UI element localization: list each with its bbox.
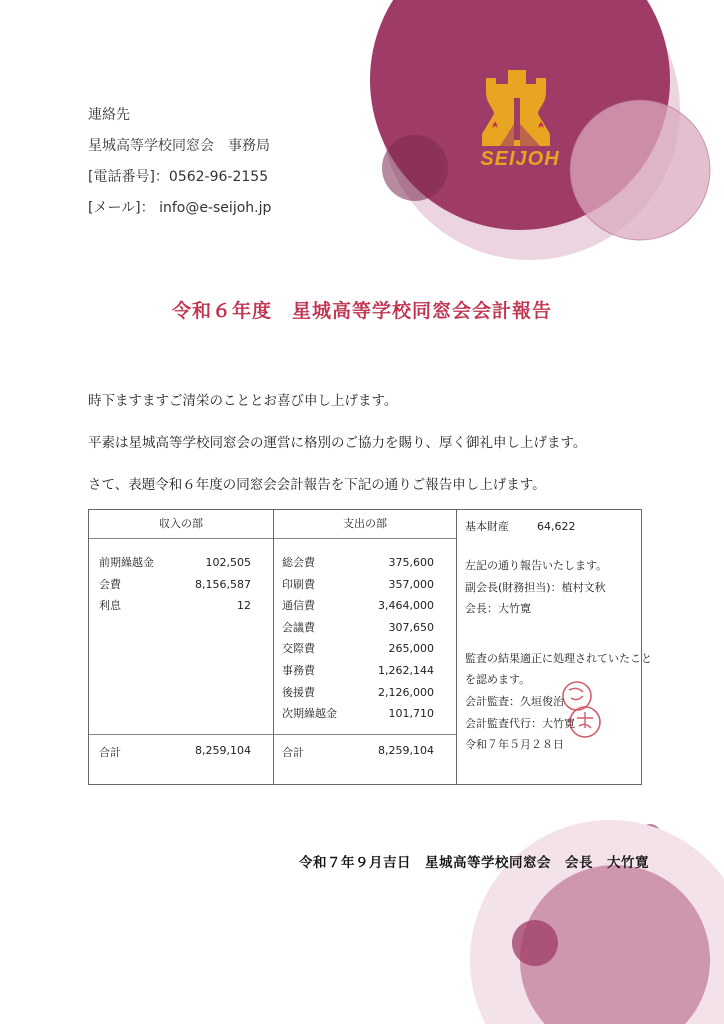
- expense-label: 次期繰越金: [282, 707, 337, 721]
- deco-circle-pink: [570, 100, 710, 240]
- contact-block: [88, 100, 271, 224]
- expense-value: 2,126,000: [378, 685, 434, 699]
- expense-row: [274, 703, 456, 725]
- contact-office: 星城高等学校同窓会 事務局: [88, 138, 270, 154]
- expense-label: 印刷費: [282, 577, 315, 591]
- greeting-line: 平素は星城高等学校同窓会の運営に格別のご協力を賜り、厚く御礼申し上げます。: [88, 435, 587, 451]
- accounting-report-table: [88, 509, 652, 785]
- audit-note-line: 会計監査：久垣俊治: [465, 694, 564, 708]
- expense-row: [274, 574, 456, 596]
- contact-phone: [電話番号]：0562-96-2155: [88, 169, 269, 185]
- greeting-line: 時下ますますご清栄のこととお喜び申し上げます。: [88, 393, 398, 409]
- expense-total-value: 8,259,104: [378, 744, 434, 757]
- report-note-line: 会長：大竹寛: [465, 602, 531, 616]
- income-row: [89, 574, 273, 596]
- greeting-line: さて、表題令和６年度の同窓会会計報告を下記の通りご報告申し上げます。: [88, 477, 546, 493]
- closing-signature: 令和７年９月吉日 星城高等学校同窓会 会長 大竹寛: [299, 855, 649, 871]
- expense-label: 後援費: [282, 685, 315, 699]
- income-label: 前期繰越金: [99, 556, 154, 569]
- income-value: 8,156,587: [195, 577, 251, 591]
- audit-note-line: 令和７年５月２８日: [465, 738, 564, 752]
- income-row: [89, 595, 273, 617]
- audit-note-line: 監査の結果適正に処理されていたこと: [465, 651, 652, 665]
- basic-fund-row: [465, 516, 633, 538]
- expense-value: 375,600: [388, 556, 434, 569]
- logo-text: SEIJOH: [480, 148, 560, 170]
- greeting-text: [88, 380, 586, 506]
- page-title: 令和６年度 星城高等学校同窓会会計報告: [171, 300, 552, 322]
- report-note-line: 副会長(財務担当)：植村文秋: [465, 580, 606, 594]
- audit-note-line: 会計監査代行：大竹寛: [465, 716, 575, 730]
- income-total-row: [89, 734, 273, 784]
- expense-value: 265,000: [388, 642, 434, 656]
- expense-row: [274, 617, 456, 639]
- seal-stamp-icon: [555, 680, 605, 740]
- basic-fund-label: 基本財産: [465, 520, 509, 533]
- expense-label: 事務費: [282, 663, 315, 677]
- income-value: 12: [237, 599, 251, 613]
- expense-label: 総会費: [282, 556, 315, 569]
- expense-header: 支出の部: [274, 510, 456, 539]
- contact-email[interactable]: [メール]： info@e-seijoh.jp: [88, 200, 272, 216]
- income-total-label: 合計: [99, 746, 121, 759]
- basic-fund-value: 64,622: [537, 520, 576, 533]
- income-value: 102,505: [205, 556, 251, 569]
- deco-circle-dark: [382, 135, 448, 201]
- expense-total-label: 合計: [282, 746, 304, 759]
- expense-total-row: [274, 734, 456, 784]
- expense-row: [274, 682, 456, 704]
- expense-label: 交際費: [282, 642, 315, 656]
- contact-heading: 連絡先: [88, 107, 130, 123]
- expense-column: [274, 510, 457, 784]
- expense-row: [274, 660, 456, 682]
- expense-row: [274, 638, 456, 660]
- expense-label: 会議費: [282, 620, 315, 634]
- expense-value: 357,000: [388, 577, 434, 591]
- income-header: 収入の部: [89, 510, 273, 539]
- income-label: 利息: [99, 599, 121, 613]
- expense-value: 101,710: [388, 707, 434, 721]
- notes-column: [457, 510, 652, 784]
- income-label: 会費: [99, 577, 121, 591]
- expense-row: [274, 595, 456, 617]
- expense-row: [274, 552, 456, 574]
- income-total-value: 8,259,104: [195, 744, 251, 757]
- school-logo: [474, 64, 566, 174]
- income-column: [89, 510, 274, 784]
- expense-value: 307,650: [388, 620, 434, 634]
- report-note-line: 左記の通り報告いたします。: [465, 559, 608, 572]
- expense-label: 通信費: [282, 599, 315, 613]
- deco-circle-bottom-dark: [512, 920, 558, 966]
- audit-note-line: を認めます。: [465, 673, 531, 687]
- income-row: [89, 552, 273, 574]
- expense-value: 3,464,000: [378, 599, 434, 613]
- expense-value: 1,262,144: [378, 663, 434, 677]
